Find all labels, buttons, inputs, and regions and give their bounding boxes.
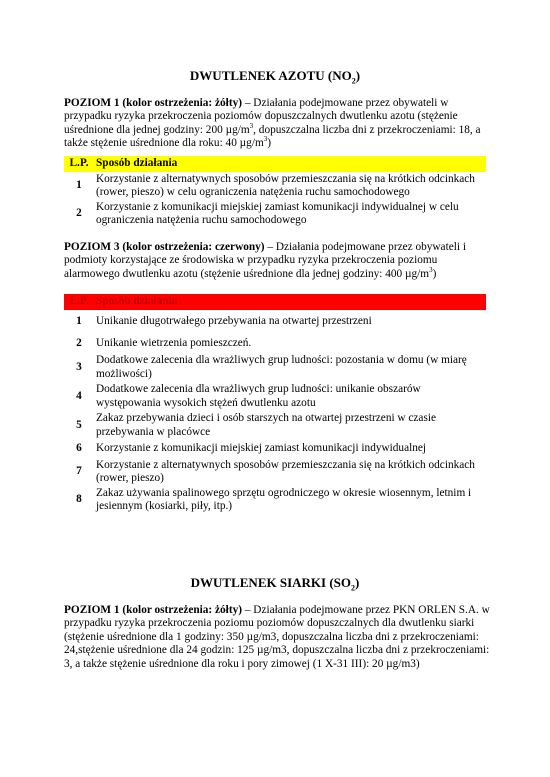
row-number: 2 [76, 336, 82, 349]
table-header-red [64, 294, 486, 310]
no2-section-title [0, 68, 550, 84]
no2-title-end: ) [355, 68, 361, 83]
no2-title-subscript: 2 [351, 76, 356, 86]
row-text: Unikanie długotrwałego przebywania na otwartej przestrzeni [96, 315, 372, 328]
row-text: Korzystanie z alternatywnych sposobów przemieszczania się na krótkich odcinkach (rower, pieszo) w celu ograniczenia natężenia ruchu samochodowego [96, 172, 475, 198]
header-lp: L.P. [69, 157, 89, 170]
row-text: Korzystanie z komunikacji miejskiej zamiast komunikacji indywidualnej [96, 442, 427, 455]
so2-level1-description [64, 604, 494, 671]
so2-title-subscript: 2 [351, 583, 356, 593]
row-text: Zakaz przebywania dzieci i osób starszych na otwartej przestrzeni w czasie przebywania w placówce [96, 412, 436, 438]
row-text: Korzystanie z komunikacji miejskiej zamiast komunikacji indywidualnej w celu ograniczenia natężenia ruchu samochodowego [96, 200, 459, 226]
header-action: Sposób działania [96, 157, 178, 170]
header-lp: L.P. [69, 295, 89, 308]
so2-section-title [0, 575, 550, 591]
row-text: Dodatkowe zalecenia dla wrażliwych grup ludności: unikanie obszarów występowania wysokich stężeń dwutlenku azotu [96, 383, 421, 409]
row-number: 1 [76, 179, 82, 192]
table-row [64, 440, 486, 458]
no2-level1-text-b: , dopuszczalna liczba dni z przekroczeniami: 18, a także stężenie uśrednione dla roku: 40 µg/m [64, 123, 481, 150]
no2-level1-sup-a: 3 [249, 122, 254, 131]
no2-level1-label: POZIOM 1 (kolor ostrzeżenia: żółty) [64, 97, 242, 109]
no2-level3-table [64, 294, 486, 514]
no2-level1-table [64, 156, 486, 228]
row-text: Dodatkowe zalecenia dla wrażliwych grup ludności: pozostania w domu (w miarę możliwości) [96, 354, 467, 380]
table-row [64, 172, 486, 200]
row-number: 8 [76, 493, 82, 506]
table-row [64, 334, 486, 353]
row-text: Korzystanie z alternatywnych sposobów przemieszczania się na krótkich odcinkach (rower, pieszo) [96, 458, 475, 484]
header-action: Sposób działania [96, 295, 178, 308]
no2-level3-sup-a: 3 [429, 266, 433, 275]
so2-level1-text: – Działania podejmowane przez PKN ORLEN S.A. w przypadku ryzyka przekroczenia poziomu poziomów dopuszczalnych dla dwutlenku siarki (stężenie uśrednione dla 1 godziny: 350 µg/m3, dopuszczalna liczba dni z przekroczeniami: 24,stężenie uśrednione dla 24 godzin: 125 µg/m3, dopuszczalna liczba dni z przekroczeniami: 3, a także stężenie uśrednione dla roku i pory zimowej (1 X-31 III): 20 µg/m3) [64, 604, 490, 670]
no2-level3-description [64, 241, 494, 281]
no2-level3-text-b: ) [432, 267, 437, 280]
row-text: Zakaz używania spalinowego sprzętu ogrodniczego w okresie wiosennym, letnim i jesiennym (kosiarki, piły, itp.) [96, 486, 472, 512]
so2-title-text: DWUTLENEK SIARKI (SO [190, 575, 352, 590]
table-row [64, 353, 486, 382]
table-header-yellow [64, 156, 486, 172]
row-number: 4 [76, 389, 82, 402]
no2-level1-description [64, 97, 494, 151]
table-row [64, 458, 486, 486]
row-number: 6 [76, 442, 82, 455]
so2-title-end: ) [355, 575, 360, 590]
no2-level3-label: POZIOM 3 (kolor ostrzeżenia: czerwony) [64, 241, 265, 253]
no2-title-text: DWUTLENEK AZOTU (NO [189, 68, 352, 83]
no2-level1-sup-b: 3 [263, 135, 268, 144]
table-row [64, 382, 486, 411]
table-row [64, 486, 486, 514]
table-row [64, 200, 486, 228]
row-number: 5 [76, 418, 82, 431]
no2-level1-text-c: ) [267, 137, 272, 150]
no2-level1-text-a: – Działania podejmowane przez obywateli w przypadku ryzyka przekroczenia poziomów dopuszczalnych dwutlenku azotu (stężenie uśrednione dla jednej godziny: 200 µg/m [64, 97, 458, 136]
row-number: 2 [76, 207, 82, 220]
row-number: 1 [76, 315, 82, 328]
row-number: 7 [76, 465, 82, 478]
table-row [64, 310, 486, 334]
row-text: Unikanie wietrzenia pomieszczeń. [96, 336, 252, 349]
no2-level3-text-a: – Działania podejmowane przez obywateli i podmioty korzystające ze środowiska w przypadku ryzyka przekroczenia poziomu alarmowego dwutlenku azotu (stężenie uśrednione dla jednej godziny: 400 µg/m [64, 241, 466, 280]
row-number: 3 [76, 360, 82, 373]
table-row [64, 411, 486, 440]
so2-level1-label: POZIOM 1 (kolor ostrzeżenia: żółty) [64, 604, 242, 616]
